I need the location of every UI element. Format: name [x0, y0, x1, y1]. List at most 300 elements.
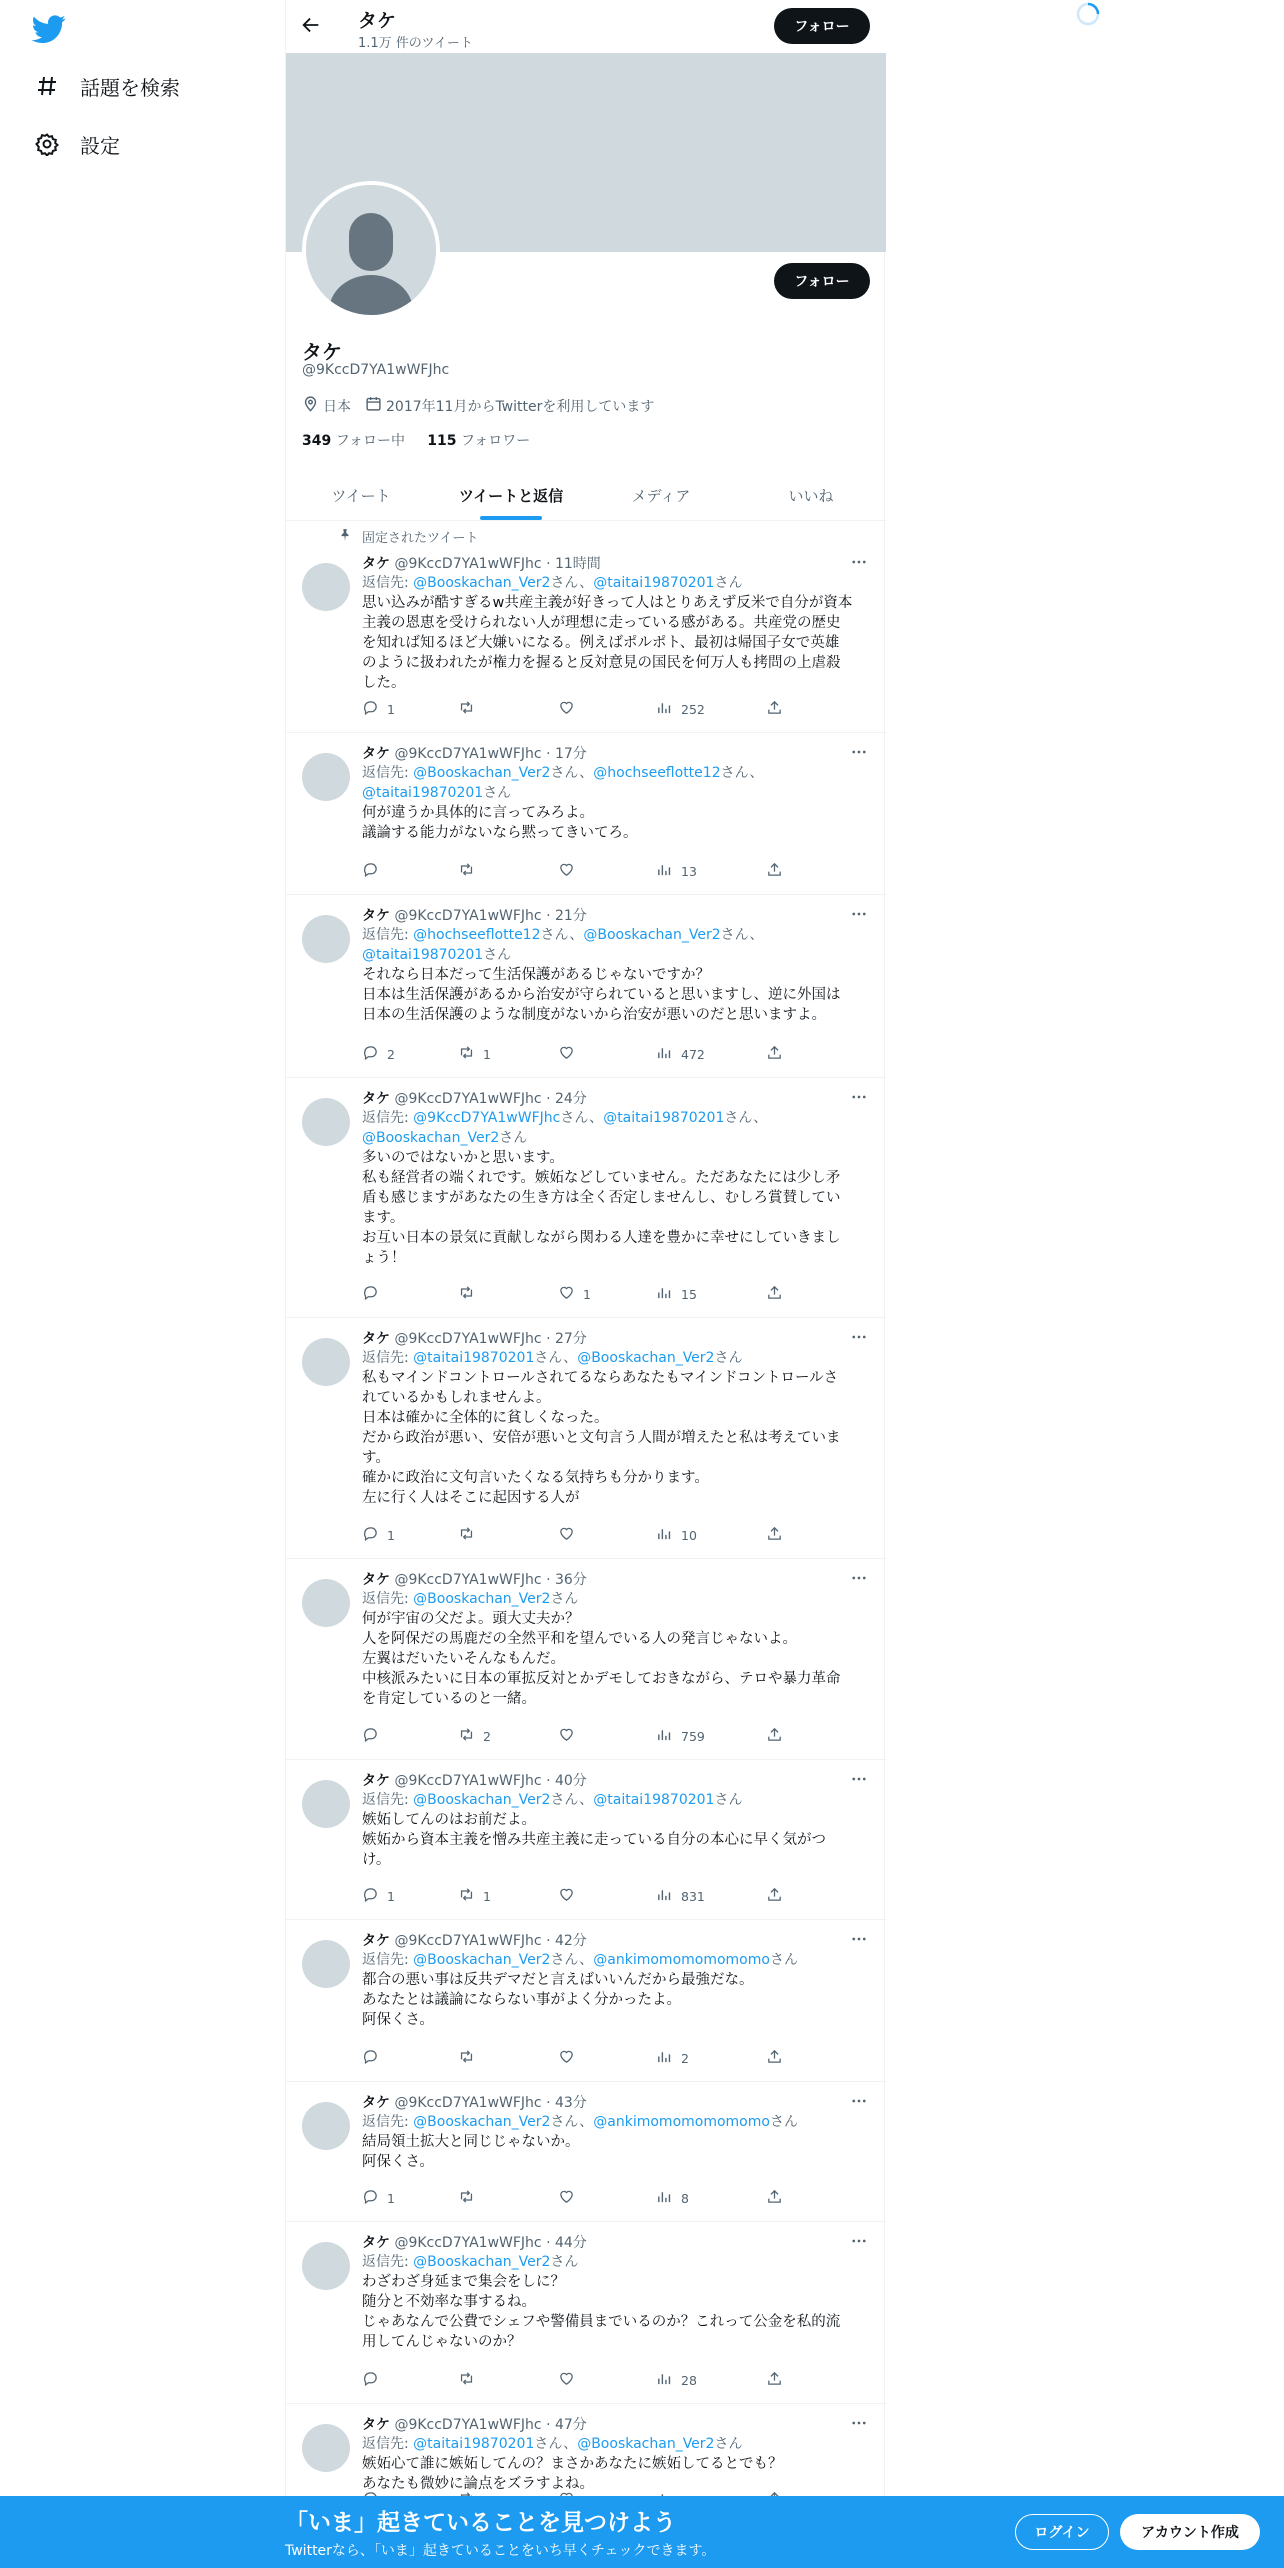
retweet-button[interactable] [458, 1044, 491, 1064]
nav-settings-label: 設定 [80, 133, 120, 158]
tweet-text: 何が宇宙の父だよ。頭大丈夫か？ 人を阿保だの馬鹿だの全然平和を望んでいる人の発言じゃないよ。 左翼はだいたいそんなもんだ。 中核派みたいに日本の軍拡反対とかデモしておきながら、テロや暴力革命 を肯定しているのと一緒。 [362, 1611, 841, 1707]
tweet-avatar[interactable] [302, 2424, 350, 2472]
tweet-author-name[interactable]: タケ [362, 556, 390, 572]
tweet-time[interactable]: 17分 [554, 746, 587, 762]
loading-spinner-icon [1076, 2, 1100, 26]
followers-count: 115 [427, 433, 457, 449]
signup-button[interactable]: アカウント作成 [1120, 2514, 1260, 2550]
following-label: フォロー中 [335, 433, 405, 449]
tweet-author-name[interactable]: タケ [362, 2095, 390, 2111]
header-name: タケ [358, 10, 397, 32]
tweet-avatar[interactable] [302, 915, 350, 963]
reply-mention[interactable]: @Booskachan_Ver2 [577, 2436, 715, 2452]
reply-mention[interactable]: @taitai19870201 [362, 947, 484, 963]
reply-mention[interactable]: @Booskachan_Ver2 [413, 2114, 551, 2130]
tweet-author-name[interactable]: タケ [362, 746, 390, 762]
tweet-text: わざわざ身延まで集会をしに？ 随分と不効率な事するね。 じゃあなんで公費でシェフや警備員までいるのか？これって公金を私的流 用してんじゃないのか？ [362, 2274, 841, 2350]
tweet-header: タケ @9KccD7YA1wWFJhc · 21分 [362, 908, 587, 924]
reply-mention-suffix: さん、 [534, 2436, 578, 2452]
reply-icon [362, 1726, 379, 1746]
share-button[interactable] [766, 1044, 783, 1064]
tweet-time[interactable]: 11時間 [554, 556, 601, 572]
reply-mention-suffix: さん、 [550, 575, 594, 591]
tweet-header: タケ @9KccD7YA1wWFJhc · 44分 [362, 2235, 587, 2251]
tweet-body [362, 1770, 870, 1870]
reply-to-line [362, 763, 870, 803]
tweet[interactable] [286, 1559, 886, 1760]
tweet-avatar[interactable] [302, 1338, 350, 1386]
retweet-button[interactable] [458, 2188, 483, 2208]
tweet[interactable] [286, 1078, 886, 1318]
tweet-time[interactable]: 42分 [554, 1933, 587, 1949]
tweet-avatar[interactable] [302, 1579, 350, 1627]
views-icon [656, 2188, 673, 2208]
left-navigation [0, 0, 285, 2568]
hashtag-icon [34, 73, 60, 99]
tweet[interactable] [286, 1760, 886, 1920]
tweet-time[interactable]: 43分 [554, 2095, 587, 2111]
reply-mention-suffix: さん [714, 1792, 743, 1808]
reply-to-line [362, 1108, 870, 1148]
reply-mention-suffix: さん [769, 1952, 798, 1968]
reply-mention[interactable]: @Booskachan_Ver2 [413, 2254, 551, 2270]
reply-mention-suffix: さん [483, 947, 512, 963]
heart-icon [558, 2188, 575, 2208]
reply-mention-suffix: さん、 [724, 1110, 768, 1126]
like-button[interactable] [558, 861, 583, 881]
retweet-count: 1 [483, 1888, 491, 1904]
views-button[interactable] [656, 1726, 705, 1746]
views-icon [656, 861, 673, 881]
tweet-actions [362, 1044, 802, 1064]
reply-mention[interactable]: @9KccD7YA1wWFJhc [413, 1110, 561, 1126]
tweet-text: 結局領土拡大と同じじゃないか。 阿保くさ。 [362, 2134, 580, 2170]
tweet-author-handle[interactable]: @9KccD7YA1wWFJhc [394, 1933, 542, 1949]
tweet-avatar[interactable] [302, 753, 350, 801]
views-button[interactable] [656, 2048, 689, 2068]
tweet-body [362, 1930, 870, 2030]
share-button[interactable] [766, 1525, 783, 1545]
tweet-author-handle[interactable]: @9KccD7YA1wWFJhc [394, 2235, 542, 2251]
views-icon [656, 1044, 673, 1064]
tweet-author-handle[interactable]: @9KccD7YA1wWFJhc [394, 2417, 542, 2433]
reply-icon [362, 2370, 379, 2390]
reply-mention-suffix: さん [714, 2436, 743, 2452]
tweet-author-handle[interactable]: @9KccD7YA1wWFJhc [394, 556, 542, 572]
header-follow-button[interactable]: フォロー [774, 8, 870, 44]
retweet-icon [458, 1726, 475, 1746]
tweet-time[interactable]: 40分 [554, 1773, 587, 1789]
reply-mention-suffix: さん [769, 2114, 798, 2130]
like-button[interactable] [558, 1044, 583, 1064]
share-icon [766, 2188, 783, 2208]
heart-icon [558, 861, 575, 881]
reply-to-line [362, 2112, 870, 2132]
tweet-header: タケ @9KccD7YA1wWFJhc · 43分 [362, 2095, 587, 2111]
tab-media-label: メディア [631, 486, 691, 505]
reply-mention[interactable]: @Booskachan_Ver2 [362, 1130, 500, 1146]
tweet-text: 都合の悪い事は反共デマだと言えばいいんだから最強だな。 あなたとは議論にならない事がよく分かったよ。 阿保くさ。 [362, 1972, 754, 2028]
tweet-author-name[interactable]: タケ [362, 1933, 390, 1949]
like-button[interactable] [558, 1284, 591, 1304]
tweet-actions [362, 1525, 802, 1545]
pinned-indicator [338, 527, 478, 546]
reply-mention[interactable]: @Booskachan_Ver2 [413, 1952, 551, 1968]
reply-to-line [362, 925, 870, 965]
reply-mention[interactable]: @taitai19870201 [593, 575, 715, 591]
share-button[interactable] [766, 2370, 783, 2390]
views-icon [656, 1284, 673, 1304]
tweet-time[interactable]: 24分 [554, 1091, 587, 1107]
following-link[interactable] [302, 433, 405, 449]
reply-icon [362, 1886, 379, 1906]
reply-mention-suffix: さん [550, 1591, 579, 1607]
reply-mention-suffix: さん [483, 785, 512, 801]
share-button[interactable] [766, 861, 783, 881]
tweet-body [362, 1088, 870, 1268]
views-icon [656, 1886, 673, 1906]
reply-mention-suffix: さん [714, 575, 743, 591]
reply-mention-suffix: さん、 [550, 1792, 594, 1808]
share-icon [766, 1044, 783, 1064]
reply-button[interactable] [362, 1044, 395, 1064]
reply-mention-suffix: さん [714, 1350, 743, 1366]
tweet-author-name[interactable]: タケ [362, 1331, 390, 1347]
share-button[interactable] [766, 699, 783, 719]
reply-mention[interactable]: @Booskachan_Ver2 [413, 575, 551, 591]
reply-mention[interactable]: @Booskachan_Ver2 [413, 765, 551, 781]
share-button[interactable] [766, 1726, 783, 1746]
reply-icon [362, 1525, 379, 1545]
tweet-time[interactable]: 44分 [554, 2235, 587, 2251]
view-count: 472 [681, 1046, 705, 1062]
reply-mention-suffix: さん [550, 2254, 579, 2270]
tweet-time[interactable]: 47分 [554, 2417, 587, 2433]
views-button[interactable] [656, 1284, 697, 1304]
tweet-body [362, 1328, 870, 1508]
reply-to-line [362, 573, 870, 593]
tweet-time[interactable]: 36分 [554, 1572, 587, 1588]
reply-mention[interactable]: @taitai19870201 [413, 1350, 535, 1366]
active-tab-indicator [480, 516, 542, 520]
tweet-actions [362, 699, 802, 719]
reply-button[interactable] [362, 2188, 395, 2208]
retweet-button[interactable] [458, 1284, 483, 1304]
reply-icon [362, 1284, 379, 1304]
retweet-button[interactable] [458, 1726, 491, 1746]
share-icon [766, 1525, 783, 1545]
retweet-icon [458, 1044, 475, 1064]
tweet[interactable] [286, 895, 886, 1078]
views-icon [656, 699, 673, 719]
views-button[interactable] [656, 1525, 697, 1545]
reply-count: 1 [387, 1527, 395, 1543]
reply-count: 2 [387, 1046, 395, 1062]
tweet-header: タケ @9KccD7YA1wWFJhc · 11時間 [362, 556, 601, 572]
reply-prefix: 返信先: [362, 575, 414, 591]
views-button[interactable] [656, 2188, 689, 2208]
tweet-text: 嫉妬してんのはお前だよ。 嫉妬から資本主義を憎み共産主義に走っている自分の本心に早く気がつ け。 [362, 1812, 826, 1868]
heart-icon [558, 699, 575, 719]
reply-mention-suffix: さん、 [550, 1952, 594, 1968]
tweet-text: 多いのではないかと思います。 私も経営者の端くれです。嫉妬などしていません。ただあなたには少し矛 盾も感じますがあなたの生き方は全く否定しませんし、むしろ賞賛してい ます。 お互い日本の景気に貢献しながら関わる人達を豊かに幸せにしていきまし ょう！ [362, 1150, 841, 1266]
gear-icon [34, 131, 60, 157]
followers-label: フォロワー [460, 433, 531, 449]
tweet-actions [362, 1886, 802, 1906]
tab-likes-label: いいね [788, 486, 834, 505]
heart-icon [558, 1284, 575, 1304]
tweet[interactable] [286, 1318, 886, 1559]
reply-mention[interactable]: @Booskachan_Ver2 [413, 1792, 551, 1808]
reply-icon [362, 861, 379, 881]
reply-to-line [362, 1790, 870, 1810]
tweet-avatar[interactable] [302, 2242, 350, 2290]
heart-icon [558, 1044, 575, 1064]
pinned-label: 固定されたツイート [362, 531, 479, 546]
nav-settings[interactable] [34, 131, 120, 158]
view-count: 2 [681, 2050, 689, 2066]
reply-button[interactable] [362, 861, 387, 881]
default-avatar-icon [306, 185, 436, 315]
heart-icon [558, 1886, 575, 1906]
reply-prefix: 返信先: [362, 1591, 414, 1607]
retweet-button[interactable] [458, 1525, 483, 1545]
tweet-time[interactable]: 27分 [554, 1331, 587, 1347]
nav-explore[interactable] [34, 73, 180, 100]
reply-mention-suffix: さん、 [560, 1110, 604, 1126]
retweet-icon [458, 699, 475, 719]
heart-icon [558, 2370, 575, 2390]
views-button[interactable] [656, 1886, 705, 1906]
like-button[interactable] [558, 1726, 583, 1746]
reply-mention-suffix: さん、 [534, 1350, 578, 1366]
profile-location: 日本 [323, 398, 351, 415]
retweet-button[interactable] [458, 1886, 491, 1906]
tab-media[interactable] [586, 470, 736, 520]
tweet-author-handle[interactable]: @9KccD7YA1wWFJhc [394, 746, 542, 762]
views-icon [656, 2370, 673, 2390]
tweet-text: 思い込みが酷すぎるw共産主義が好きって人はとりあえず反米で自分が資本 主義の恩恵を受けられない人が理想に走っている感がある。共産党の歴史 を知れば知るほど大嫌いになる。例えばポルポト、最初は帰国子女で英雄 のように扱われたが権力を握ると反対意見の国民を何万人も拷問の上虐殺 した。 [362, 595, 853, 691]
reply-prefix: 返信先: [362, 2436, 414, 2452]
twitter-logo-icon[interactable] [32, 12, 66, 46]
share-button[interactable] [766, 1886, 783, 1906]
reply-to-line [362, 1348, 870, 1368]
tweet-text: それなら日本だって生活保護があるじゃないですか？ 日本は生活保護があるから治安が守られていると思いますし、逆に外国は 日本の生活保護のような制度がないから治安が悪いのだと思いますよ。 [362, 967, 841, 1023]
tweet-time[interactable]: 21分 [554, 908, 587, 924]
followers-link[interactable] [427, 433, 530, 449]
reply-mention-suffix: さん、 [550, 2114, 594, 2130]
reply-button[interactable] [362, 699, 395, 719]
tweet-actions [362, 2048, 802, 2068]
tweet-header: タケ @9KccD7YA1wWFJhc · 27分 [362, 1331, 587, 1347]
pin-icon [338, 528, 352, 546]
share-icon [766, 2048, 783, 2068]
like-button[interactable] [558, 2370, 583, 2390]
tweet-avatar[interactable] [302, 1780, 350, 1828]
tweet-body [362, 2414, 870, 2494]
tab-tweets-label: ツイート [331, 486, 391, 505]
reply-prefix: 返信先: [362, 1792, 414, 1808]
profile-handle: @9KccD7YA1wWFJhc [302, 362, 450, 378]
tweet-actions [362, 2370, 802, 2390]
like-button[interactable] [558, 1525, 583, 1545]
view-count: 13 [681, 863, 697, 879]
tweet-author-name[interactable]: タケ [362, 2417, 390, 2433]
reply-mention[interactable]: @taitai19870201 [593, 1792, 715, 1808]
views-button[interactable] [656, 861, 697, 881]
tweet-avatar[interactable] [302, 2102, 350, 2150]
reply-button[interactable] [362, 2370, 387, 2390]
tweet-body [362, 743, 870, 843]
tweet[interactable] [286, 2082, 886, 2222]
reply-mention-suffix: さん、 [540, 927, 584, 943]
reply-to-line [362, 2434, 870, 2454]
reply-mention[interactable]: @hochseeflotte12 [593, 765, 721, 781]
reply-mention[interactable]: @taitai19870201 [603, 1110, 725, 1126]
reply-icon [362, 699, 379, 719]
reply-prefix: 返信先: [362, 765, 414, 781]
views-icon [656, 1525, 673, 1545]
tweet-header: タケ @9KccD7YA1wWFJhc · 40分 [362, 1773, 587, 1789]
signup-banner-title: 「いま」起きていることを見つけよう [285, 2510, 676, 2536]
share-icon [766, 861, 783, 881]
share-button[interactable] [766, 1284, 783, 1304]
calendar-icon [365, 395, 382, 416]
reply-icon [362, 2188, 379, 2208]
reply-prefix: 返信先: [362, 1110, 414, 1126]
views-icon [656, 2048, 673, 2068]
reply-mention-suffix: さん、 [550, 765, 594, 781]
tweet-author-name[interactable]: タケ [362, 2235, 390, 2251]
share-icon [766, 1284, 783, 1304]
reply-mention[interactable]: @ankimomomomomomo [593, 2114, 770, 2130]
views-icon [656, 1726, 673, 1746]
main-column [285, 0, 885, 2568]
retweet-button[interactable] [458, 699, 483, 719]
reply-prefix: 返信先: [362, 2114, 414, 2130]
tweet-body [362, 553, 870, 693]
retweet-button[interactable] [458, 2048, 483, 2068]
tweet-author-name[interactable]: タケ [362, 908, 390, 924]
retweet-button[interactable] [458, 861, 483, 881]
reply-icon [362, 2048, 379, 2068]
heart-icon [558, 1525, 575, 1545]
reply-prefix: 返信先: [362, 1350, 414, 1366]
reply-mention-suffix: さん [499, 1130, 528, 1146]
profile-follow-button[interactable]: フォロー [774, 263, 870, 299]
login-button[interactable]: ログイン [1015, 2514, 1109, 2550]
retweet-button[interactable] [458, 2370, 483, 2390]
like-button[interactable] [558, 1886, 583, 1906]
tweet-actions [362, 1284, 802, 1304]
retweet-icon [458, 2048, 475, 2068]
tweet[interactable] [286, 2222, 886, 2404]
reply-to-line [362, 2252, 870, 2272]
heart-icon [558, 2048, 575, 2068]
nav-explore-label: 話題を検索 [80, 75, 180, 100]
reply-to-line [362, 1950, 870, 1970]
tweet-author-handle[interactable]: @9KccD7YA1wWFJhc [394, 1773, 542, 1789]
views-button[interactable] [656, 2370, 697, 2390]
tweet-body [362, 905, 870, 1025]
tweet-author-handle[interactable]: @9KccD7YA1wWFJhc [394, 2095, 542, 2111]
tab-tweets[interactable] [286, 470, 436, 520]
tweet-author-handle[interactable]: @9KccD7YA1wWFJhc [394, 1091, 542, 1107]
tweet[interactable] [286, 1920, 886, 2082]
tweet-header: タケ @9KccD7YA1wWFJhc · 42分 [362, 1933, 587, 1949]
tweet[interactable] [286, 733, 886, 895]
reply-button[interactable] [362, 2048, 387, 2068]
tweet-avatar[interactable] [302, 1940, 350, 1988]
like-button[interactable] [558, 2048, 583, 2068]
reply-to-line [362, 1589, 870, 1609]
reply-prefix: 返信先: [362, 2254, 414, 2270]
tweet-avatar[interactable] [302, 1098, 350, 1146]
tweet-text: 私もマインドコントロールされてるならあなたもマインドコントロールさ れているかもしれませんよ。 日本は確かに全体的に貧しくなった。 だから政治が悪い、安倍が悪いと文句言う人間が増えたと私は考えていま す。 確かに政治に文句言いたくなる気持ちも分かります。 左に行く人はそこに起因する人が [362, 1370, 841, 1506]
reply-button[interactable] [362, 1284, 387, 1304]
tweet-author-name[interactable]: タケ [362, 1773, 390, 1789]
reply-button[interactable] [362, 1525, 395, 1545]
retweet-icon [458, 861, 475, 881]
tweet-avatar[interactable] [302, 563, 350, 611]
tweet-author-handle[interactable]: @9KccD7YA1wWFJhc [394, 1331, 542, 1347]
retweet-count: 2 [483, 1728, 491, 1744]
share-icon [766, 1886, 783, 1906]
tweet-actions [362, 1726, 802, 1746]
share-icon [766, 2370, 783, 2390]
tweet-header: タケ @9KccD7YA1wWFJhc · 24分 [362, 1091, 587, 1107]
reply-icon [362, 1044, 379, 1064]
reply-mention[interactable]: @Booskachan_Ver2 [583, 927, 721, 943]
tweet-body [362, 1569, 870, 1709]
like-button[interactable] [558, 2188, 583, 2208]
views-button[interactable] [656, 1044, 705, 1064]
reply-mention[interactable]: @ankimomomomomomo [593, 1952, 770, 1968]
reply-mention[interactable]: @taitai19870201 [413, 2436, 535, 2452]
tweet-author-handle[interactable]: @9KccD7YA1wWFJhc [394, 908, 542, 924]
tweet-body [362, 2232, 870, 2352]
retweet-icon [458, 2188, 475, 2208]
view-count: 10 [681, 1527, 697, 1543]
profile-top-bar [286, 0, 886, 53]
tweet-author-handle[interactable]: @9KccD7YA1wWFJhc [394, 1572, 542, 1588]
retweet-icon [458, 1284, 475, 1304]
reply-mention[interactable]: @Booskachan_Ver2 [577, 1350, 715, 1366]
tweet-header: タケ @9KccD7YA1wWFJhc · 47分 [362, 2417, 587, 2433]
tweet-header: タケ @9KccD7YA1wWFJhc · 36分 [362, 1572, 587, 1588]
retweet-icon [458, 2370, 475, 2390]
share-button[interactable] [766, 2188, 783, 2208]
views-button[interactable] [656, 699, 705, 719]
share-button[interactable] [766, 2048, 783, 2068]
profile-avatar[interactable] [302, 181, 440, 319]
tweet-author-name[interactable]: タケ [362, 1572, 390, 1588]
like-button[interactable] [558, 699, 583, 719]
reply-button[interactable] [362, 1886, 395, 1906]
reply-mention[interactable]: @hochseeflotte12 [413, 927, 541, 943]
view-count: 15 [681, 1286, 697, 1302]
back-arrow-icon[interactable] [300, 14, 326, 40]
reply-mention[interactable]: @Booskachan_Ver2 [413, 1591, 551, 1607]
retweet-count: 1 [483, 1046, 491, 1062]
tweet[interactable] [286, 521, 886, 733]
tweet-author-name[interactable]: タケ [362, 1091, 390, 1107]
reply-count: 1 [387, 701, 395, 717]
reply-mention[interactable]: @taitai19870201 [362, 785, 484, 801]
reply-button[interactable] [362, 1726, 387, 1746]
tab-tweets-and-replies[interactable] [436, 470, 586, 520]
tab-likes[interactable] [736, 470, 886, 520]
